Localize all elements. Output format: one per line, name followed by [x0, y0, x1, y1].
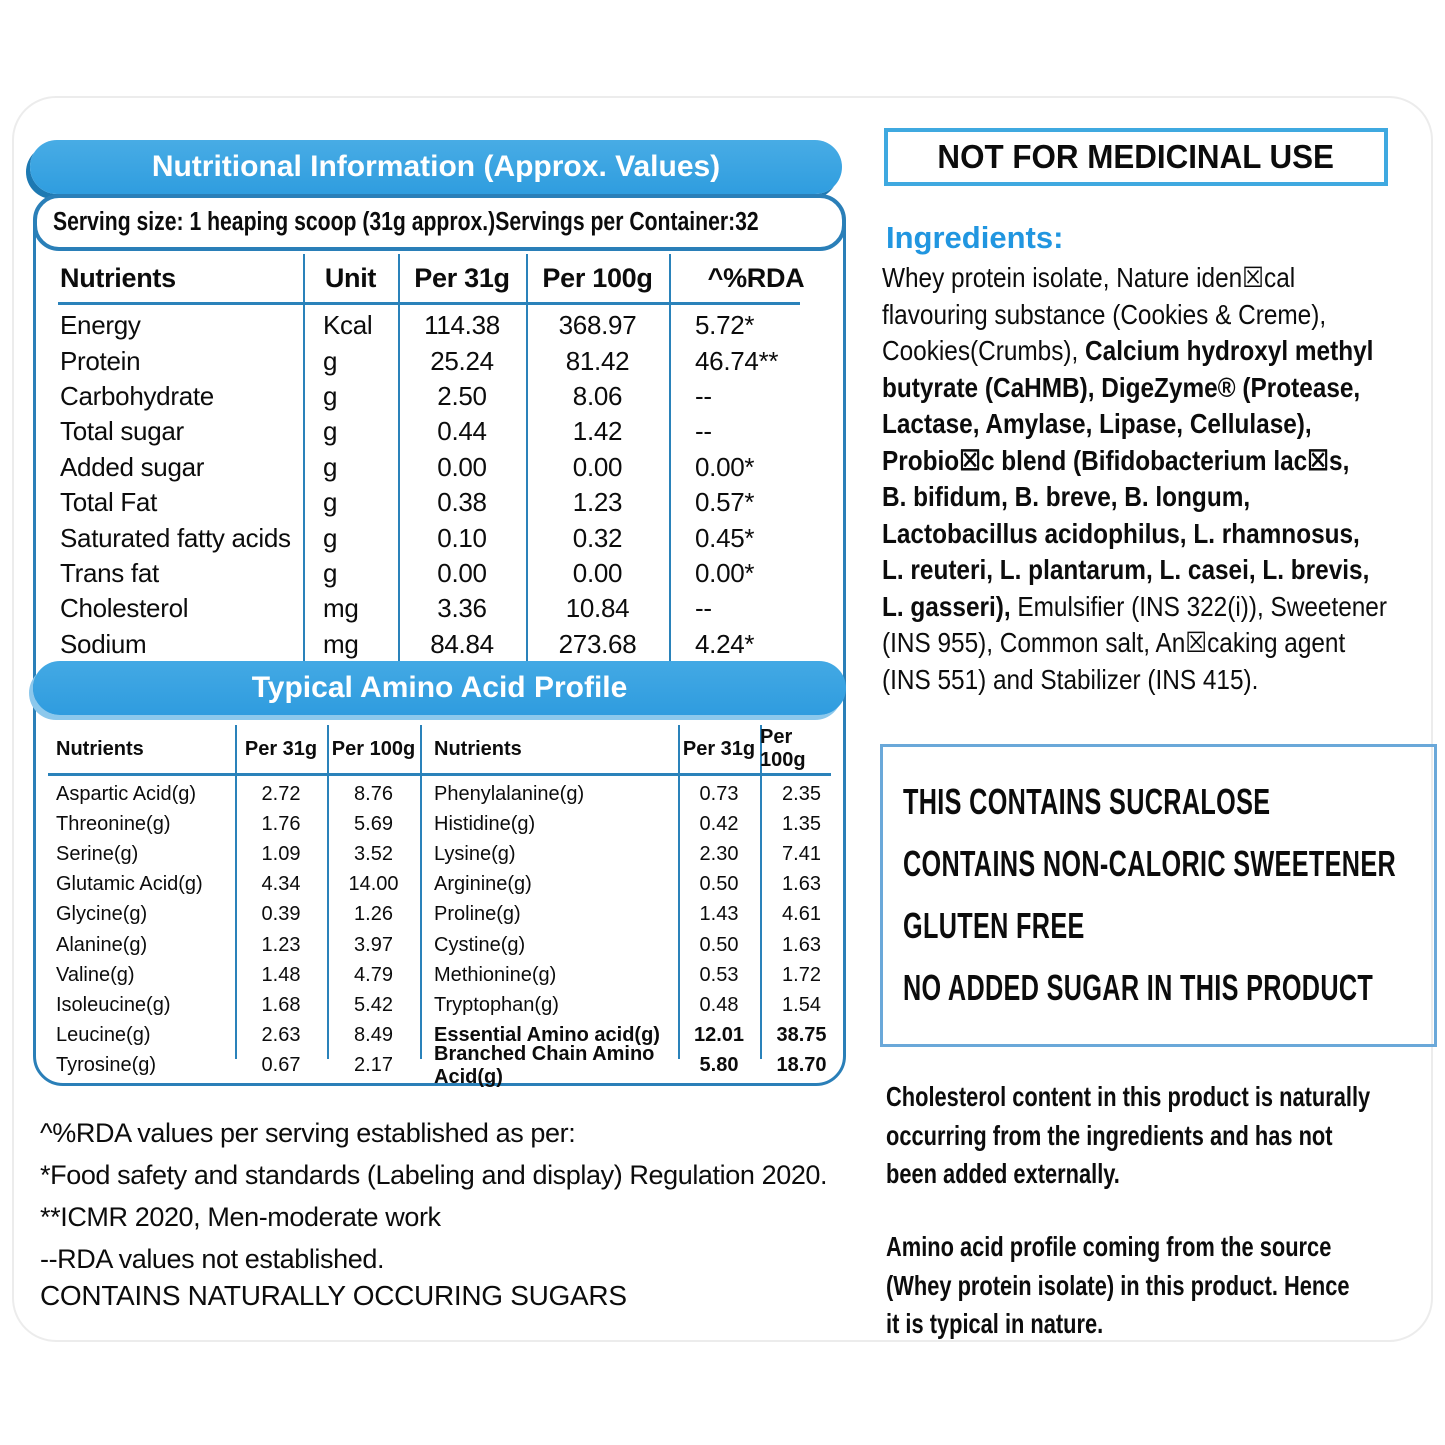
column-header: Unit	[324, 262, 377, 293]
nutrient-name: Total Fat	[60, 487, 158, 518]
nutrient-value: 0.00	[572, 557, 623, 588]
amino-value: 38.75	[776, 1024, 827, 1047]
nutrients-table-header	[36, 254, 843, 302]
amino-note-line: (Whey protein isolate) in this product. Hence	[886, 1269, 1350, 1301]
amino-value: 5.80	[699, 1054, 739, 1077]
amino-name: Methionine(g)	[434, 963, 557, 986]
claims-box	[880, 744, 1437, 1047]
table-row	[36, 556, 843, 591]
amino-name: Branched Chain Amino Acid(g)	[434, 1042, 655, 1088]
amino-name: Alanine(g)	[56, 933, 148, 956]
nutrient-name: Trans fat	[60, 557, 159, 588]
header-underline	[48, 773, 831, 776]
amino-value: 1.26	[354, 903, 393, 926]
amino-name: Aspartic Acid(g)	[56, 782, 197, 805]
nutrient-value: 84.84	[430, 628, 494, 659]
header-underline	[58, 302, 800, 305]
column-header: Per 100g	[542, 262, 653, 293]
table-row	[36, 308, 843, 343]
table-row	[36, 379, 843, 414]
amino-value: 1.68	[261, 993, 301, 1016]
amino-value: 14.00	[348, 873, 399, 896]
amino-name: Glycine(g)	[56, 903, 148, 926]
nutrient-value: 0.00	[437, 557, 487, 588]
table-row	[36, 779, 843, 809]
amino-acid-header	[33, 661, 846, 715]
claim-text: NO ADDED SUGAR IN THIS PRODUCT	[903, 967, 1374, 1008]
amino-value: 2.63	[261, 1024, 301, 1047]
amino-value: 1.35	[782, 812, 821, 835]
claim-line	[903, 771, 1414, 833]
ingredient-bold-text: butyrate (CaHMB), DigeZyme® (Protease,	[882, 371, 1361, 403]
table-row	[36, 343, 843, 378]
nutrient-value: 0.38	[437, 487, 487, 518]
amino-name: Serine(g)	[56, 842, 139, 865]
nutrient-value: 5.72*	[695, 310, 755, 341]
amino-name: Phenylalanine(g)	[434, 782, 585, 805]
ingredient-text: Whey protein isolate, Nature iden☒cal	[882, 262, 1296, 293]
amino-value: 5.69	[354, 812, 393, 835]
footnote-line: ^%RDA values per serving established as per:	[40, 1118, 576, 1148]
amino-acid-table	[36, 721, 843, 1088]
amino-value: 0.50	[699, 933, 739, 956]
ingredient-bold-text: B. bifidum, B. breve, B. longum,	[882, 481, 1251, 512]
amino-value: 5.42	[354, 993, 393, 1016]
amino-value: 0.50	[699, 873, 739, 896]
nutrient-value: g	[323, 522, 338, 553]
amino-name: Glutamic Acid(g)	[56, 873, 203, 896]
amino-value: 0.42	[699, 812, 739, 835]
ingredient-text: (INS 955), Common salt, An☒caking agent	[882, 627, 1346, 658]
ingredient-bold-text: Probio☒c blend (Bifidobacterium lac☒s,	[882, 444, 1350, 476]
amino-name: Proline(g)	[434, 903, 521, 926]
amino-value: 3.97	[354, 933, 393, 956]
claim-line	[903, 895, 1414, 957]
cholesterol-note-line: occurring from the ingredients and has not	[886, 1119, 1333, 1151]
nutrient-value: mg	[323, 593, 359, 624]
not-for-medicinal-use-text: NOT FOR MEDICINAL USE	[937, 138, 1335, 175]
nutrient-name: Added sugar	[60, 451, 205, 482]
amino-value: 1.72	[782, 963, 821, 986]
nutrient-value: 114.38	[424, 310, 500, 341]
table-row	[36, 520, 843, 555]
amino-value: 1.48	[261, 963, 301, 986]
nutrient-value: g	[323, 345, 338, 376]
amino-note-line: it is typical in nature.	[886, 1308, 1104, 1339]
footnote-line: **ICMR 2020, Men-moderate work	[40, 1202, 441, 1232]
amino-value: 2.72	[261, 782, 301, 805]
cholesterol-note-line: been added externally.	[886, 1158, 1120, 1189]
nutrient-name: Saturated fatty acids	[60, 522, 291, 553]
amino-value: 0.39	[261, 903, 301, 926]
table-row	[36, 960, 843, 990]
nutrient-value: 0.57*	[695, 487, 755, 518]
nutrient-value: 0.10	[437, 522, 487, 553]
amino-value: 1.76	[261, 812, 301, 835]
column-header: Per 31g	[244, 737, 318, 760]
ingredients-line	[882, 589, 1387, 626]
serving-info-box	[33, 194, 846, 251]
ingredient-bold-text: L. gasseri),	[882, 590, 1011, 622]
ingredient-bold-text: Calcium hydroxyl methyl	[1085, 335, 1374, 366]
nutrients-table	[36, 254, 843, 662]
nutrient-value: g	[323, 380, 338, 411]
nutrient-name: Cholesterol	[60, 593, 189, 624]
amino-value: 18.70	[776, 1054, 827, 1077]
nutrient-name: Energy	[60, 310, 141, 341]
nutritional-info-header	[30, 140, 842, 194]
nutrient-value: Kcal	[323, 310, 373, 341]
amino-name: Tryptophan(g)	[434, 993, 559, 1016]
amino-value: 1.23	[261, 933, 301, 956]
nutrient-value: 3.36	[437, 593, 487, 624]
column-header: Per 100g	[331, 737, 416, 760]
ingredient-text: (INS 551) and Stabilizer (INS 415).	[882, 663, 1259, 695]
cholesterol-note	[886, 1078, 1445, 1194]
not-for-medicinal-use-box	[884, 128, 1388, 186]
nutritional-info-title: Nutritional Information (Approx. Values)	[151, 150, 721, 183]
table-row	[36, 839, 843, 869]
nutrient-value: 81.42	[565, 345, 630, 376]
serving-size-text: Serving size: 1 heaping scoop (31g approx.)	[53, 208, 496, 236]
table-row	[36, 900, 843, 930]
nutrient-value: 8.06	[572, 380, 623, 411]
nutrient-name: Protein	[60, 345, 141, 376]
ingredients-label: Ingredients:	[886, 220, 1064, 255]
column-header: Per 31g	[682, 737, 756, 760]
claim-text: THIS CONTAINS SUCRALOSE	[903, 781, 1271, 822]
nutrient-value: 273.68	[558, 628, 637, 659]
amino-value: 12.01	[693, 1024, 745, 1047]
amino-table-header	[36, 727, 843, 771]
ingredients-line	[882, 479, 1387, 516]
ingredients-line	[882, 333, 1387, 370]
amino-note-line: Amino acid profile coming from the source	[886, 1231, 1332, 1262]
amino-table-body	[36, 779, 843, 1088]
nutrition-panel	[33, 194, 846, 1086]
amino-value: 1.63	[782, 933, 821, 956]
amino-value: 8.76	[354, 782, 393, 805]
column-header: Per 100g	[760, 726, 806, 771]
nutrient-value: 0.32	[572, 522, 623, 553]
nutrient-value: --	[695, 593, 712, 624]
amino-value: 0.67	[261, 1054, 301, 1077]
nutrient-value: 0.00	[572, 451, 623, 482]
ingredient-text: Cookies(Crumbs),	[882, 335, 1086, 366]
table-row	[36, 591, 843, 626]
column-header: Nutrients	[60, 262, 176, 293]
amino-value: 7.41	[782, 842, 821, 865]
ingredient-text: Emulsifier (INS 322(i)), Sweetener	[1010, 590, 1387, 622]
amino-value: 2.17	[354, 1054, 393, 1077]
amino-value: 4.34	[261, 873, 301, 896]
rda-footnotes	[40, 1112, 827, 1280]
amino-name: Essential Amino acid(g)	[434, 1024, 660, 1047]
ingredients-line	[882, 552, 1387, 589]
amino-name: Tyrosine(g)	[56, 1054, 157, 1077]
ingredients-line	[882, 625, 1387, 662]
nutrient-value: g	[323, 451, 338, 482]
claim-line	[903, 957, 1414, 1019]
ingredients-line	[882, 297, 1387, 334]
amino-name: Cystine(g)	[434, 933, 526, 956]
nutrient-value: g	[323, 416, 338, 447]
nutrient-value: g	[323, 487, 338, 518]
column-header: ^%RDA	[707, 262, 805, 293]
amino-value: 1.63	[782, 873, 821, 896]
claim-text: GLUTEN FREE	[903, 905, 1085, 946]
nutrient-value: 10.84	[565, 593, 630, 624]
amino-name: Valine(g)	[56, 963, 135, 986]
table-row	[36, 809, 843, 839]
amino-value: 2.30	[699, 842, 739, 865]
amino-value: 4.61	[782, 903, 821, 926]
ingredients-line	[882, 516, 1387, 553]
nutrient-name: Carbohydrate	[60, 380, 214, 411]
ingredient-text: flavouring substance (Cookies & Creme),	[882, 298, 1327, 330]
table-row	[36, 990, 843, 1020]
table-row	[36, 1042, 843, 1088]
amino-profile-note	[886, 1228, 1445, 1344]
claim-line	[903, 833, 1414, 895]
nutrient-value: 368.97	[558, 310, 637, 341]
nutrient-value: 0.44	[437, 416, 487, 447]
nutrient-name: Sodium	[60, 628, 147, 659]
amino-value: 0.53	[699, 963, 739, 986]
ingredients-line	[882, 662, 1387, 699]
ingredients-line	[882, 406, 1387, 443]
amino-value: 1.54	[782, 993, 821, 1016]
column-header: Nutrients	[56, 737, 144, 760]
table-row	[36, 627, 843, 662]
table-row	[36, 485, 843, 520]
cholesterol-note-line: Cholesterol content in this product is naturally	[886, 1081, 1371, 1112]
column-header: Per 31g	[414, 262, 510, 293]
ingredient-bold-text: L. reuteri, L. plantarum, L. casei, L. brevis,	[882, 554, 1370, 585]
contains-sugars-note: CONTAINS NATURALLY OCCURING SUGARS	[40, 1280, 627, 1311]
amino-value: 1.43	[699, 903, 739, 926]
nutrient-value: 0.00*	[695, 557, 755, 588]
servings-per-container-text: Servings per Container:32	[495, 208, 759, 236]
nutrient-value: 4.24*	[695, 628, 755, 659]
nutrient-value: 1.23	[572, 487, 623, 518]
nutrient-name: Total sugar	[60, 416, 184, 447]
amino-acid-title: Typical Amino Acid Profile	[251, 671, 628, 704]
table-row	[36, 930, 843, 960]
ingredients-paragraph	[882, 260, 1445, 698]
amino-name: Arginine(g)	[434, 873, 532, 896]
table-row	[36, 450, 843, 485]
amino-value: 3.52	[354, 842, 393, 865]
amino-value: 0.73	[699, 782, 739, 805]
nutrient-value: 46.74**	[695, 345, 779, 376]
nutrients-table-body	[36, 308, 843, 662]
nutrient-value: --	[695, 380, 712, 411]
nutrient-value: 0.00	[437, 451, 487, 482]
ingredient-bold-text: Lactobacillus acidophilus, L. rhamnosus,	[882, 517, 1360, 549]
table-row	[36, 414, 843, 449]
amino-name: Isoleucine(g)	[56, 993, 171, 1016]
ingredients-line	[882, 370, 1387, 407]
amino-value: 8.49	[354, 1024, 393, 1047]
claim-text: CONTAINS NON-CALORIC SWEETENER	[903, 843, 1397, 884]
amino-value: 4.79	[354, 963, 393, 986]
nutrient-value: --	[695, 416, 712, 447]
amino-value: 1.09	[261, 842, 301, 865]
ingredient-bold-text: Lactase, Amylase, Lipase, Cellulase),	[882, 408, 1312, 439]
nutrient-value: 2.50	[437, 380, 487, 411]
footnote-line: *Food safety and standards (Labeling and display) Regulation 2020.	[40, 1160, 828, 1190]
column-header: Nutrients	[434, 737, 522, 760]
nutrient-value: 0.45*	[695, 522, 755, 553]
ingredients-line	[882, 443, 1387, 480]
footnote-line: --RDA values not established.	[40, 1244, 385, 1274]
nutrient-value: 25.24	[430, 345, 494, 376]
amino-value: 2.35	[782, 782, 821, 805]
nutrient-value: mg	[323, 628, 359, 659]
ingredients-line	[882, 260, 1387, 297]
amino-name: Leucine(g)	[56, 1024, 151, 1047]
amino-name: Lysine(g)	[434, 842, 516, 865]
table-row	[36, 870, 843, 900]
amino-name: Histidine(g)	[434, 812, 536, 835]
amino-name: Threonine(g)	[56, 812, 171, 835]
nutrient-value: g	[323, 557, 338, 588]
amino-value: 0.48	[699, 993, 739, 1016]
nutrient-value: 0.00*	[695, 451, 755, 482]
nutrient-value: 1.42	[572, 416, 623, 447]
